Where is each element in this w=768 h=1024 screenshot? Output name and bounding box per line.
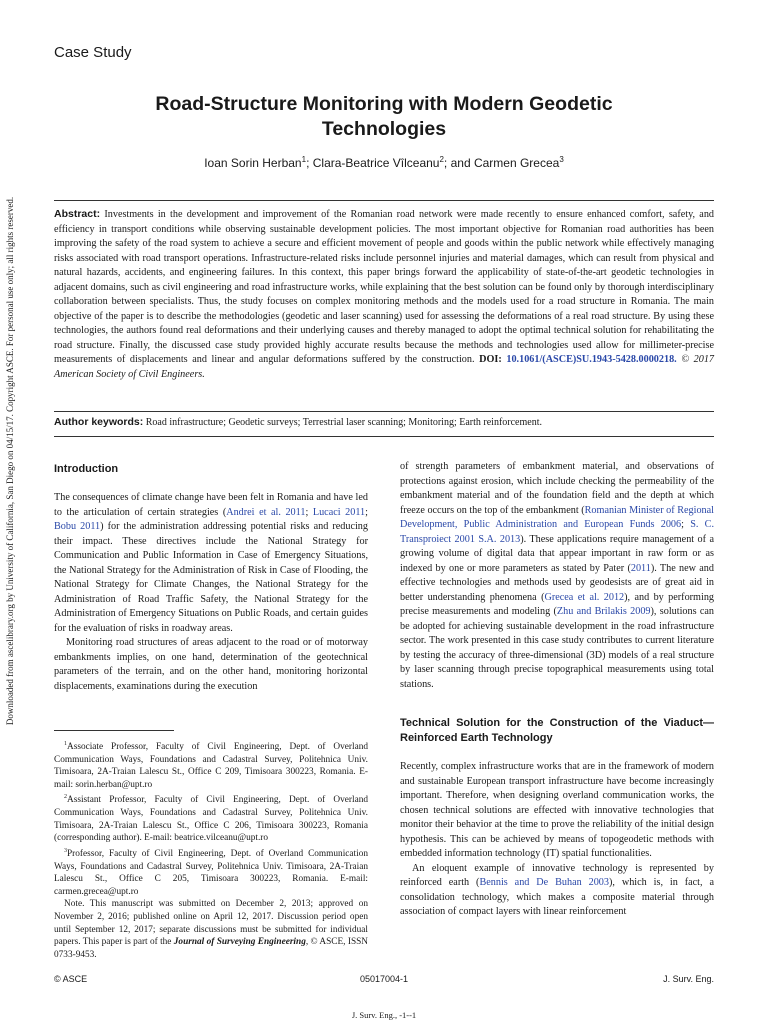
- viaduct-heading: Technical Solution for the Construction of the Viaduct—Reinforced Earth Technology: [400, 717, 714, 744]
- ref-andrei-2011[interactable]: Andrei et al. 2011: [226, 506, 306, 518]
- article-title: [54, 92, 714, 142]
- ref-romanian-minister-2006[interactable]: Romanian Minister of Regional Development, Public Administration and European Funds 2006: [400, 504, 714, 530]
- case-study-label: Case Study: [54, 44, 132, 61]
- ref-pater-2011[interactable]: 2011: [630, 562, 651, 574]
- ref-bobu-2011[interactable]: Bobu 2011: [54, 521, 101, 532]
- journal-name: Journal of Surveying Engineering: [173, 937, 306, 948]
- footer-journal: J. Surv. Eng.: [663, 974, 714, 984]
- footer-left: © ASCE: [54, 974, 88, 984]
- author-sep-1: ;: [306, 156, 313, 170]
- title-line-2: Technologies: [321, 118, 447, 140]
- download-notice: Downloaded from ascelibrary.org by University of California, San Diego on 04/15/17. Copyright ASCE. For personal use only; all rights reserved.: [5, 196, 15, 726]
- footnote-2: $^2$Assistant Professor, Faculty of Civil Engineering, Dept. of Overland Communication Ways, Foundations and Cadastral Survey, Politehnica Univ. Timisoara, 2A-Traian Lalescu St., Office C 206, Timisoara 300223, Romania (corresponding author). E-mail: beatrice.vilceanu@upt.ro: [54, 794, 368, 844]
- abstract-text: Investments in the development and improvement of the Romanian road network were made recently to ensure enhanced comfort, safety, and efficiency in transport conditions while observing sustainable development policies. The most important objective for Romanian road authorities has been improving the safety of the road system to achieve a secure and efficient movement of people and goods within the public network while effectively managing risks associated with road transport operations. Infrastructure-related risks include personnel injuries and material damages, which can result from physical and natural hazards, accidents, and engineering failures. In this context, this paper brings forward the applicability of state-of-the-art geodetic technologies in adjacent domains, such as civil engineering and road infrastructure works, while explaining that the best solution can be found only by thorough interdisciplinary collaboration between specialists. Thus, the study focuses on complex monitoring methods and the models used for a road structure in Romania. The main objective of the paper is to describe the methodologies (geodetic and laser scanning) used for assessing the deformations of a real road structure. By using these technologies, the authors found real deformations and their underlying causes and thereby managed to adopt the optimal technical solution for rehabilitating the road structure. Finally, the discussed case study provided highly accurate results because the methods and technologies used allow for millimeter-precise measurements of displacements and linear and angular deformations suffered by the construction.: [54, 209, 715, 365]
- manuscript-note: Note. This manuscript was submitted on December 2, 2013; approved on November 2, 2016; published online on April 12, 2017. Discussion period open until September 12, 2017; separate discussions must be submitted for individual papers. This paper is part of the Journal of Surveying Engineering, © ASCE, ISSN 0733-9453.: [54, 899, 368, 960]
- author-1-affil: 1: [301, 155, 307, 164]
- ref-bennis-debuhan-2003[interactable]: Bennis and De Buhan 2003: [479, 877, 609, 888]
- footnote-1: $^1$Associate Professor, Faculty of Civil Engineering, Dept. of Overland Communication Ways, Foundations and Cadastral Survey, Politehnica Univ. Timisoara, 2A-Traian Lalescu St., Office C 209, Timisoara 300223, Romania. E-mail: sorin.herban@upt.ro: [54, 741, 368, 790]
- keywords-top-rule: [54, 411, 714, 412]
- abstract-label: Abstract:: [54, 208, 101, 220]
- left-column: [54, 462, 368, 694]
- author-sep-2: ; and: [443, 156, 474, 170]
- right-paragraph-2: Recently, complex infrastructure works that are in the framework of modern and sustainable European transport infrastructure have become increasingly important. Therefore, when designing overland communication works, the chosen technical solutions are effected with innovative technologies that monitor their behavior at the time to prove the reliability of the initial design hypothesis. This can be achieved by means of topogeodetic methods with embedded information technology (IT) spatial functionalities.: [400, 761, 714, 859]
- footnote-rule: [54, 730, 174, 731]
- keywords-text: Road infrastructure; Geodetic surveys; Terrestrial laser scanning; Monitoring; Earth reinforcement.: [145, 417, 542, 428]
- footnotes: [54, 738, 368, 961]
- doi-label: DOI:: [479, 354, 502, 365]
- author-2[interactable]: Clara-Beatrice Vîlceanu: [312, 156, 440, 170]
- ref-lucaci-2011[interactable]: Lucaci 2011: [312, 506, 366, 518]
- author-3-affil: 3: [559, 155, 564, 164]
- title-line-1: Road-Structure Monitoring with Modern Geodetic: [155, 93, 613, 115]
- copyright-line: © 2017 American Society of Civil Engineers.: [54, 354, 715, 380]
- author-1[interactable]: Ioan Sorin Herban: [204, 156, 302, 170]
- right-paragraph-3: An eloquent example of innovative technology is represented by reinforced earth (Bennis and De Buhan 2003), which is, in fact, a consolidation technology, which makes a composite material through association of compact layers with linear reinforcement: [400, 862, 715, 917]
- keywords: [54, 416, 714, 428]
- right-column: [400, 460, 714, 920]
- abstract: [54, 207, 714, 382]
- intro-heading: Introduction: [54, 463, 119, 475]
- intro-paragraph-2: Monitoring road structures of areas adjacent to the road or of motorway embankments implies, on one hand, determination of the geotechnical parameters of the terrain, and on the other hand, monitoring horizontal displacements, examinations during the execution: [54, 637, 368, 692]
- intro-paragraph-1: The consequences of climate change have been felt in Romania and have led to the articulation of certain strategies (Andrei et al. 2011; Lucaci 2011; Bobu 2011) for the administration addressing potential risks and reducing their impact. These directives include the National Strategy for Communication and Public Information in Case of Emergency Situations, the National Strategy for the Administration of Risk in Case of Flooding, the National Strategy for Climate Changes, the National Strategy for the Administration of Road Traffic Safety, the National Strategy for the Administration of Emergency Situations on Public Roads, and certain guides for the evaluation of risks in roadway areas.: [54, 492, 368, 634]
- ref-grecea-2012[interactable]: Grecea et al. 2012: [544, 591, 625, 603]
- footer-page-id: 05017004-1: [359, 974, 409, 984]
- ref-zhu-brilakis-2009[interactable]: Zhu and Brilakis 2009: [556, 606, 651, 617]
- ref-transproiect-2013[interactable]: S. C. Transproiect 2001 S.A. 2013: [400, 519, 714, 545]
- keywords-label: Author keywords:: [54, 416, 144, 428]
- author-3[interactable]: Carmen Grecea: [473, 156, 560, 170]
- doi-link[interactable]: 10.1061/(ASCE)SU.1943-5428.0000218.: [506, 354, 677, 365]
- keywords-bottom-rule: [54, 436, 714, 437]
- abstract-top-rule: [54, 200, 714, 201]
- author-2-affil: 2: [439, 155, 444, 164]
- author-list: [54, 155, 714, 170]
- bottom-citation: J. Surv. Eng., -1--1: [351, 1010, 417, 1020]
- right-paragraph-1: of strength parameters of embankment material, and observations of protections against erosion, which include checking the permeability of the embankment material and of the foundation field and the depth at which freeze occurs on the top of the embankment (Romanian Minister of Regional Development, Public Administration and European Funds 2006; S. C. Transproiect 2001 S.A. 2013). These applications require management of a growing volume of digital data that appear important in raw form or as indexed by one or more parameters as stated by Pater (2011). The new and effective technologies and methods used by geodesists are of great aid in better understanding phenomena (Grecea et al. 2012), and by performing precise measurements and modeling (Zhu and Brilakis 2009), solutions can be adopted for achieving sustainable development in the road infrastructure sector. The work presented in this case study contributes to current literature by testing the accuracy of three-dimensional (3D) models of a real structure by laser scanning through precise topographical measurements using total stations.: [400, 461, 715, 690]
- footnote-3: $^3$Professor, Faculty of Civil Engineering, Dept. of Overland Communication Ways, Foundations and Cadastral Survey, Politehnica Univ. Timisoara, 2A-Traian Lalescu St., Office C 205, Timisoara 300223, Romania. E-mail: carmen.grecea@upt.ro: [54, 847, 368, 897]
